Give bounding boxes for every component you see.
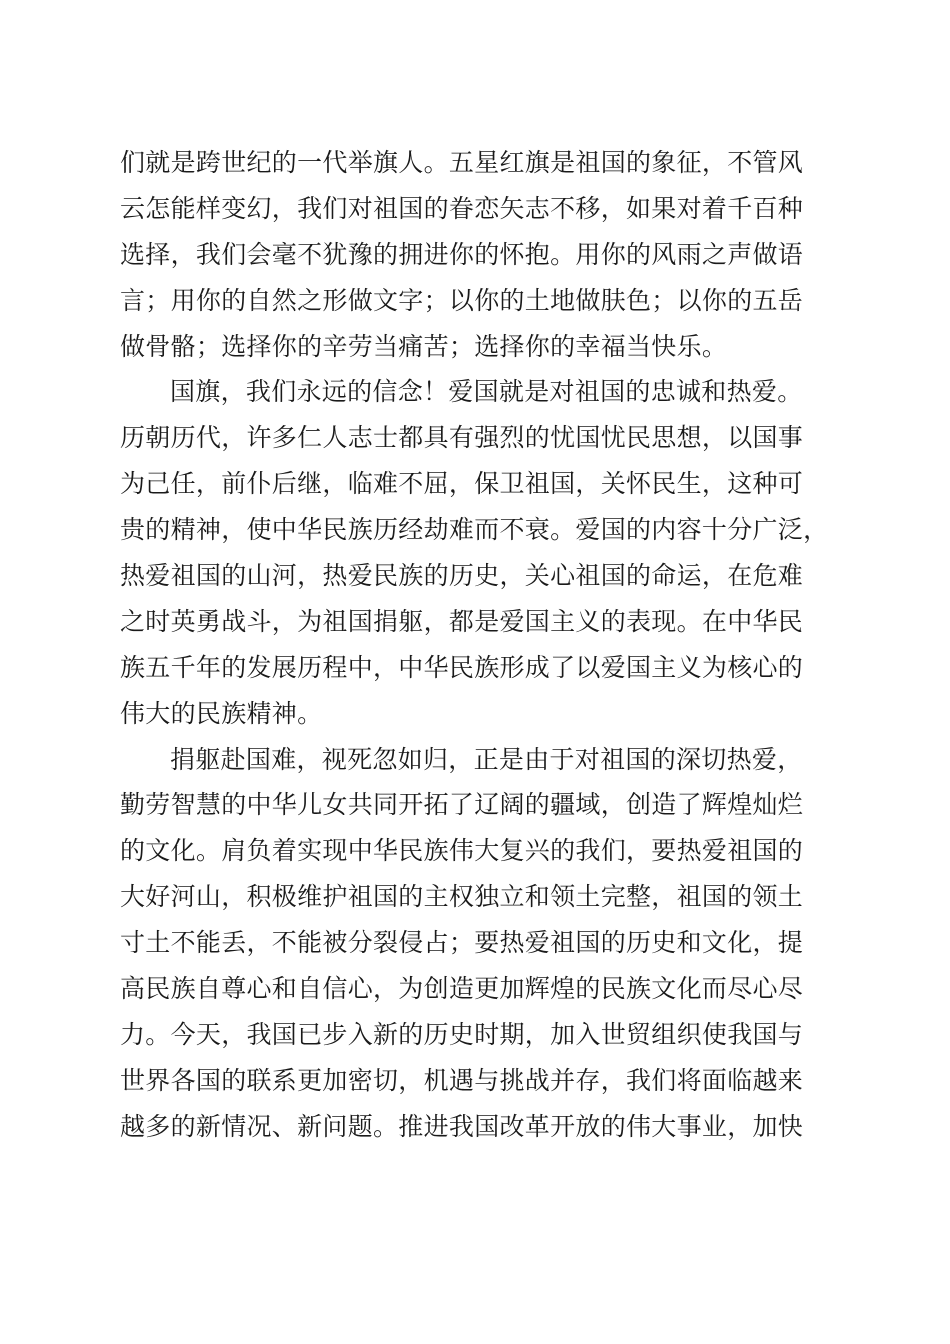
paragraph-first-line: 国旗，我们永远的信念！爱国就是对祖国的忠诚和热爱。 [170, 377, 803, 407]
document-body [120, 140, 830, 1150]
text-line: 的文化。肩负着实现中华民族伟大复兴的我们，要热爱祖国的 [120, 836, 804, 866]
text-line: 高民族自尊心和自信心，为创造更加辉煌的民族文化而尽心尽 [120, 974, 804, 1004]
text-line: 为己任，前仆后继，临难不屈，保卫祖国，关怀民生，这种可 [120, 469, 804, 499]
text-line: 选择，我们会毫不犹豫的拥进你的怀抱。用你的风雨之声做语 [120, 239, 804, 269]
text-line: 们就是跨世纪的一代举旗人。五星红旗是祖国的象征，不管风 [120, 148, 804, 177]
text-line: 寸土不能丢，不能被分裂侵占；要热爱祖国的历史和文化，提 [120, 928, 804, 958]
text-line: 力。今天，我国已步入新的历史时期，加入世贸组织使我国与 [120, 1019, 804, 1049]
text-line: 越多的新情况、新问题。推进我国改革开放的伟大事业，加快 [120, 1111, 804, 1141]
text-line: 言；用你的自然之形做文字；以你的土地做肤色；以你的五岳 [120, 285, 804, 315]
text-line: 热爱祖国的山河，热爱民族的历史，关心祖国的命运，在危难 [120, 561, 804, 591]
text-line: 族五千年的发展历程中，中华民族形成了以爱国主义为核心的 [120, 652, 804, 682]
text-line: 历朝历代，许多仁人志士都具有强烈的忧国忧民思想，以国事 [120, 423, 804, 453]
text-line: 云怎能样变幻，我们对祖国的眷恋矢志不移，如果对着千百种 [120, 193, 804, 223]
text-line: 勤劳智慧的中华儿女共同开拓了辽阔的疆域，创造了辉煌灿烂 [120, 790, 804, 820]
text-line: 伟大的民族精神。 [120, 698, 323, 728]
text-line: 贵的精神，使中华民族历经劫难而不衰。爱国的内容十分广泛， [120, 515, 829, 545]
text-line: 大好河山，积极维护祖国的主权独立和领土完整，祖国的领土 [120, 882, 804, 912]
paragraph-first-line: 捐躯赴国难，视死忽如归，正是由于对祖国的深切热爱， [170, 744, 803, 774]
text-line: 之时英勇战斗，为祖国捐躯，都是爱国主义的表现。在中华民 [120, 606, 804, 636]
text-line: 做骨骼；选择你的辛劳当痛苦；选择你的幸福当快乐。 [120, 331, 728, 361]
text-line: 世界各国的联系更加密切，机遇与挑战并存，我们将面临越来 [120, 1065, 804, 1095]
